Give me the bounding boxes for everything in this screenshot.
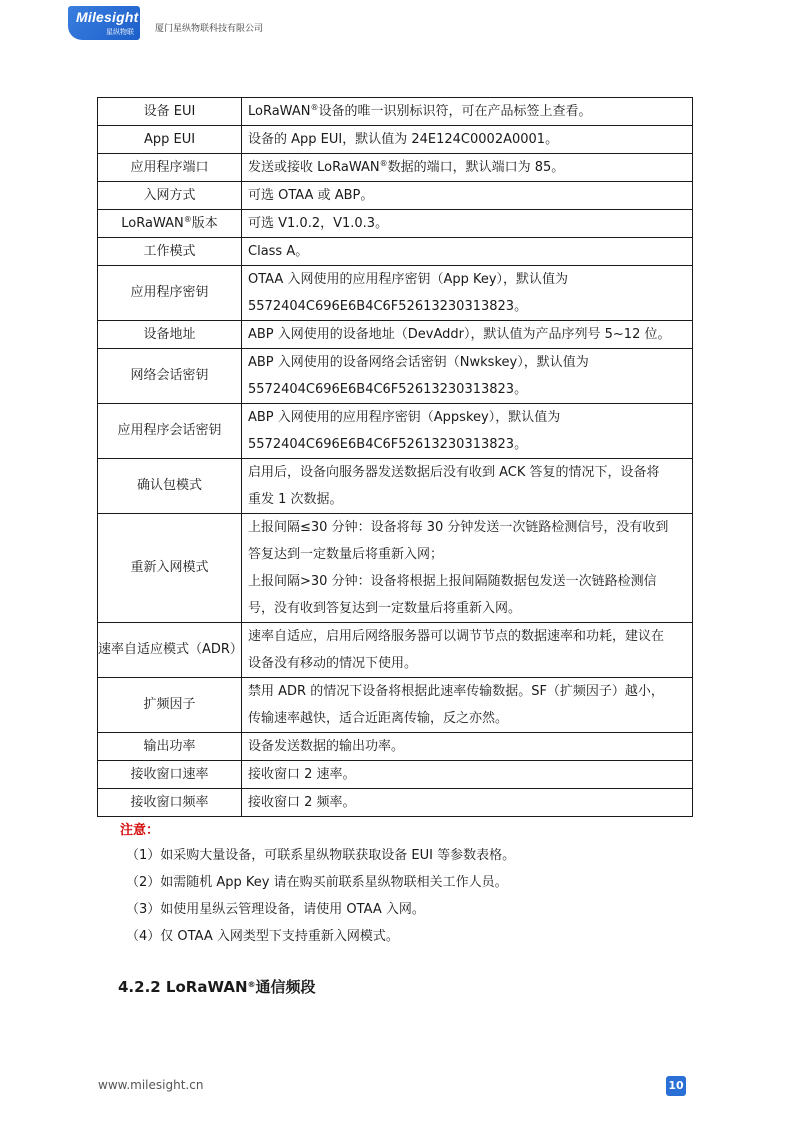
notes-section bbox=[120, 820, 515, 950]
description-text: 速率自适应，启用后网络服务器可以调节节点的数据速率和功耗，建议在 bbox=[248, 629, 665, 644]
description-text: 设备的唯一识别标识符，可在产品标签上查看。 bbox=[318, 104, 592, 119]
param-name: 速率自适应模式（ADR） bbox=[98, 642, 243, 657]
param-description-cell bbox=[242, 623, 693, 678]
description-text: 5572404C696E6B4C6F52613230313823。 bbox=[248, 437, 528, 452]
param-name: LoRaWAN bbox=[121, 215, 184, 231]
description-text: 可选 V1.0.2，V1.0.3。 bbox=[248, 216, 389, 231]
description-line bbox=[248, 182, 686, 209]
description-text: 设备发送数据的输出功率。 bbox=[248, 739, 405, 754]
param-name-cell bbox=[98, 321, 242, 349]
param-name: 重新入网模式 bbox=[130, 560, 209, 575]
param-description-cell bbox=[242, 459, 693, 514]
description-line bbox=[248, 486, 686, 513]
param-name-cell bbox=[98, 514, 242, 623]
table-row bbox=[98, 182, 693, 210]
param-name: 应用程序会话密钥 bbox=[117, 423, 222, 438]
table-row bbox=[98, 678, 693, 733]
description-text: ABP 入网使用的设备地址（DevAddr），默认值为产品序列号 5~12 位。 bbox=[248, 327, 671, 342]
param-name-cell bbox=[98, 238, 242, 266]
description-line bbox=[248, 650, 686, 677]
description-line bbox=[248, 431, 686, 458]
param-description-cell bbox=[242, 126, 693, 154]
table-row bbox=[98, 98, 693, 126]
logo-text: Milesight bbox=[76, 9, 139, 25]
table-row bbox=[98, 623, 693, 678]
param-name-cell bbox=[98, 761, 242, 789]
description-text: 上报间隔≤30 分钟：设备将每 30 分钟发送一次链路检测信号，没有收到 bbox=[248, 520, 669, 535]
note-item: （2）如需随机 App Key 请在购买前联系星纵物联相关工作人员。 bbox=[126, 875, 508, 890]
description-line bbox=[248, 349, 686, 376]
description-line bbox=[248, 595, 686, 622]
param-description-cell bbox=[242, 761, 693, 789]
param-description-cell bbox=[242, 182, 693, 210]
description-line bbox=[248, 568, 686, 595]
param-description-cell bbox=[242, 678, 693, 733]
param-name: 输出功率 bbox=[143, 738, 196, 754]
param-name-cell bbox=[98, 789, 242, 817]
description-line bbox=[248, 404, 686, 431]
registered-mark: ® bbox=[310, 103, 319, 112]
description-line bbox=[248, 266, 686, 293]
table-row bbox=[98, 154, 693, 182]
description-line bbox=[248, 459, 686, 486]
description-text: ABP 入网使用的应用程序密钥（Appskey），默认值为 bbox=[248, 410, 561, 425]
note-item: （3）如使用星纵云管理设备，请使用 OTAA 入网。 bbox=[126, 902, 425, 917]
section-heading-text: 4.2.2 LoRaWAN bbox=[118, 978, 248, 996]
param-description-cell bbox=[242, 321, 693, 349]
param-name-cell bbox=[98, 404, 242, 459]
description-line bbox=[248, 210, 686, 237]
page-number: 10 bbox=[666, 1076, 686, 1096]
param-description-cell bbox=[242, 349, 693, 404]
section-heading-text: 通信频段 bbox=[255, 978, 316, 996]
param-name: 设备地址 bbox=[143, 326, 196, 342]
param-description-cell bbox=[242, 404, 693, 459]
parameter-table bbox=[97, 97, 693, 817]
param-name: 入网方式 bbox=[143, 187, 196, 203]
description-line bbox=[248, 678, 686, 705]
description-line bbox=[248, 376, 686, 403]
description-text: ABP 入网使用的设备网络会话密钥（Nwkskey），默认值为 bbox=[248, 355, 589, 370]
description-line bbox=[248, 238, 686, 265]
description-text: 5572404C696E6B4C6F52613230313823。 bbox=[248, 382, 528, 397]
description-text: OTAA 入网使用的应用程序密钥（App Key），默认值为 bbox=[248, 272, 569, 287]
param-name-cell bbox=[98, 678, 242, 733]
table-row bbox=[98, 733, 693, 761]
description-line bbox=[248, 761, 686, 788]
description-text: 接收窗口 2 速率。 bbox=[248, 767, 356, 782]
description-text: 禁用 ADR 的情况下设备将根据此速率传输数据。SF（扩频因子）越小， bbox=[248, 684, 664, 699]
description-text: 号，没有收到答复达到一定数量后将重新入网。 bbox=[248, 601, 522, 616]
param-name: 设备 EUI bbox=[143, 103, 196, 119]
description-line bbox=[248, 98, 686, 125]
description-text: 设备的 App EUI，默认值为 24E124C0002A0001。 bbox=[248, 132, 559, 147]
milesight-logo bbox=[68, 6, 140, 40]
param-name-cell bbox=[98, 623, 242, 678]
description-line bbox=[248, 623, 686, 650]
param-name-cell bbox=[98, 459, 242, 514]
description-text: 答复达到一定数量后将重新入网； bbox=[248, 547, 444, 562]
description-line bbox=[248, 154, 686, 181]
description-text: 可选 OTAA 或 ABP。 bbox=[248, 188, 374, 203]
description-line bbox=[248, 541, 686, 568]
param-name: 确认包模式 bbox=[136, 478, 202, 493]
note-item: （1）如采购大量设备，可联系星纵物联获取设备 EUI 等参数表格。 bbox=[126, 848, 516, 863]
description-text: 发送或接收 LoRaWAN bbox=[248, 160, 380, 175]
description-line bbox=[248, 733, 686, 760]
registered-mark: ® bbox=[379, 159, 388, 168]
param-name: 应用程序端口 bbox=[130, 159, 209, 175]
param-name-cell bbox=[98, 210, 242, 238]
param-description-cell bbox=[242, 238, 693, 266]
table-row bbox=[98, 349, 693, 404]
param-name-cell bbox=[98, 98, 242, 126]
company-name: 厦门星纵物联科技有限公司 bbox=[155, 24, 264, 34]
registered-mark: ® bbox=[247, 980, 256, 989]
param-name-cell bbox=[98, 182, 242, 210]
table-row bbox=[98, 459, 693, 514]
note-item: （4）仅 OTAA 入网类型下支持重新入网模式。 bbox=[126, 929, 399, 944]
notes-title: 注意： bbox=[120, 823, 160, 838]
table-row bbox=[98, 404, 693, 459]
footer-url: www.milesight.cn bbox=[98, 1078, 204, 1092]
param-name: 网络会话密钥 bbox=[130, 368, 209, 383]
registered-mark: ® bbox=[183, 214, 192, 224]
param-description-cell bbox=[242, 733, 693, 761]
param-name-cell bbox=[98, 126, 242, 154]
description-text: 接收窗口 2 频率。 bbox=[248, 795, 356, 810]
param-name-cell bbox=[98, 349, 242, 404]
table-row bbox=[98, 514, 693, 623]
description-text: 数据的端口，默认端口为 85。 bbox=[387, 160, 565, 175]
description-line bbox=[248, 126, 686, 153]
param-name: 版本 bbox=[191, 215, 218, 231]
table-row bbox=[98, 210, 693, 238]
description-line bbox=[248, 293, 686, 320]
logo-subtext: 星纵物联 bbox=[106, 28, 134, 36]
param-description-cell bbox=[242, 210, 693, 238]
param-name: 扩频因子 bbox=[143, 697, 196, 712]
param-description-cell bbox=[242, 789, 693, 817]
description-text: 重发 1 次数据。 bbox=[248, 492, 343, 507]
description-text: Class A。 bbox=[248, 244, 309, 259]
table-row bbox=[98, 266, 693, 321]
param-description-cell bbox=[242, 154, 693, 182]
param-name: App EUI bbox=[143, 131, 196, 147]
param-description-cell bbox=[242, 514, 693, 623]
description-line bbox=[248, 321, 686, 348]
param-name: 接收窗口速率 bbox=[130, 766, 209, 782]
table-row bbox=[98, 761, 693, 789]
description-line bbox=[248, 514, 686, 541]
table-row bbox=[98, 126, 693, 154]
description-text: 5572404C696E6B4C6F52613230313823。 bbox=[248, 299, 528, 314]
param-name: 接收窗口频率 bbox=[130, 794, 209, 810]
table-row bbox=[98, 789, 693, 817]
description-text: 启用后，设备向服务器发送数据后没有收到 ACK 答复的情况下，设备将 bbox=[248, 465, 660, 480]
description-text: 设备没有移动的情况下使用。 bbox=[248, 656, 418, 671]
table-row bbox=[98, 238, 693, 266]
description-text: 传输速率越快，适合近距离传输，反之亦然。 bbox=[248, 711, 509, 726]
description-line bbox=[248, 705, 686, 732]
section-heading bbox=[118, 976, 316, 997]
description-text: 上报间隔>30 分钟：设备将根据上报间隔随数据包发送一次链路检测信 bbox=[248, 574, 657, 589]
param-name: 应用程序密钥 bbox=[130, 285, 209, 300]
param-name-cell bbox=[98, 266, 242, 321]
description-text: LoRaWAN bbox=[248, 104, 311, 119]
description-line bbox=[248, 789, 686, 816]
param-description-cell bbox=[242, 98, 693, 126]
param-name: 工作模式 bbox=[143, 243, 196, 259]
param-name-cell bbox=[98, 154, 242, 182]
param-name-cell bbox=[98, 733, 242, 761]
table-row bbox=[98, 321, 693, 349]
param-description-cell bbox=[242, 266, 693, 321]
